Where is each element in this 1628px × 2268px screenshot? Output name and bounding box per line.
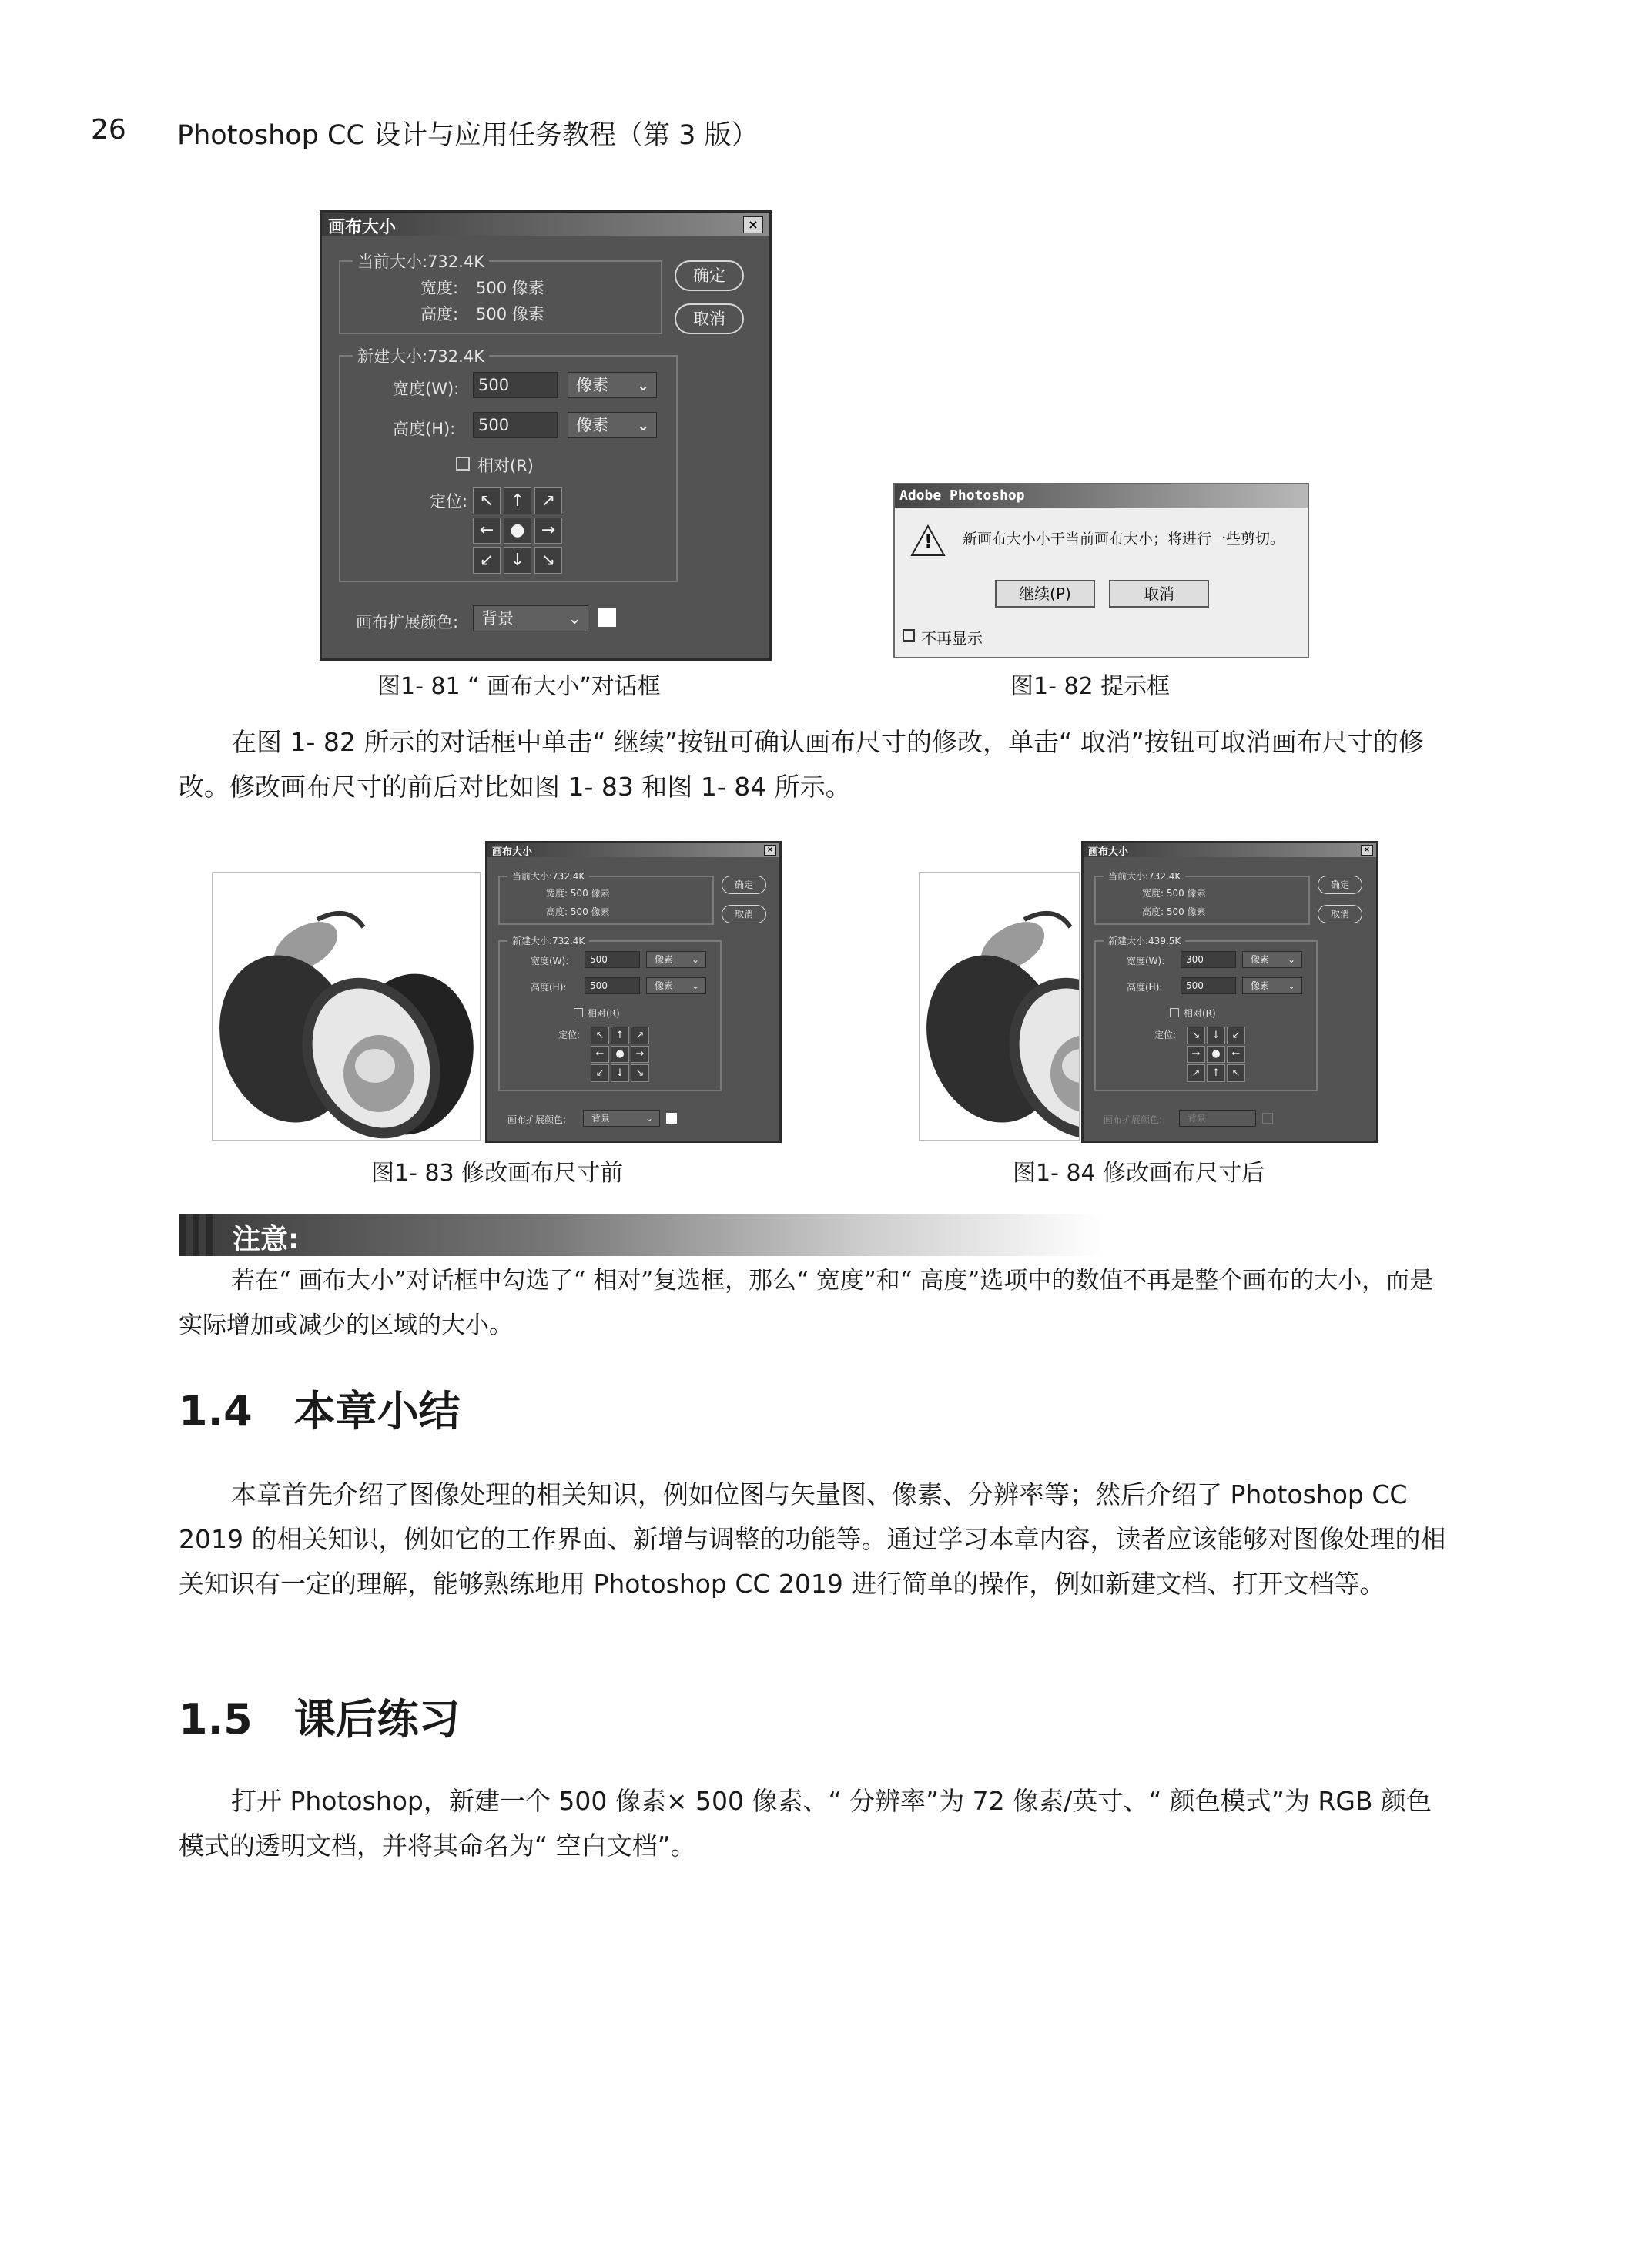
anchor-label: 定位: [1154, 1030, 1177, 1040]
height-unit-value: 像素 [1251, 980, 1270, 991]
anchor-top-left[interactable]: ↖ [591, 1027, 609, 1044]
cancel-button[interactable]: 取消 [1109, 580, 1209, 608]
anchor-right[interactable]: → [631, 1046, 649, 1064]
anchor-label: 定位: [558, 1030, 581, 1040]
current-size-group [1094, 871, 1310, 925]
note-stripe [193, 1214, 199, 1256]
anchor-top[interactable]: ↓ [1207, 1027, 1225, 1044]
anchor-bottom[interactable]: ↓ [504, 547, 531, 574]
height-unit-value: 像素 [576, 416, 608, 434]
anchor-left[interactable]: → [1187, 1046, 1205, 1064]
current-size-group [498, 871, 714, 925]
alert-dialog [893, 483, 1309, 658]
chevron-down-icon: ⌄ [691, 980, 699, 991]
current-size-label: 当前大小:732.4K [353, 250, 489, 273]
alert-title: Adobe Photoshop [895, 484, 1308, 508]
width-unit-select[interactable] [568, 372, 657, 398]
width-unit-value: 像素 [655, 954, 674, 965]
anchor-bottom[interactable]: ↑ [1207, 1064, 1225, 1082]
anchor-bottom-right[interactable]: ↘ [534, 547, 562, 574]
ok-button[interactable]: 确定 [1318, 876, 1362, 894]
dont-show-label: 不再显示 [921, 629, 983, 648]
width-unit-select[interactable] [1242, 951, 1302, 968]
dialog-title: 画布大小 [1084, 843, 1376, 857]
width-unit-value: 像素 [576, 376, 608, 394]
width-unit-select[interactable] [646, 951, 706, 968]
anchor-bottom-right[interactable]: ↘ [631, 1064, 649, 1082]
anchor-top[interactable]: ↑ [504, 487, 531, 514]
paragraph: 在图 1- 82 所示的对话框中单击“ 继续”按钮可确认画布尺寸的修改，单击“ 取消”按钮可取消画布尺寸的修改。修改画布尺寸的前后对比如图 1- 83 和图 1- 84 所示。 [179, 727, 1424, 802]
width-unit-value: 像素 [1251, 954, 1270, 965]
note-stripe [179, 1214, 186, 1256]
anchor-bottom-left[interactable]: ↗ [1187, 1064, 1205, 1082]
height-input[interactable]: 500 [585, 977, 640, 994]
extension-color-label: 画布扩展颜色: [507, 1114, 567, 1125]
current-height-label: 高度: [420, 305, 459, 323]
alert-message: 新画布大小小于当前画布大小；将进行一些剪切。 [963, 531, 1285, 548]
height-input[interactable]: 500 [473, 412, 558, 438]
color-swatch-disabled [1262, 1113, 1273, 1124]
current-width-value: 500 像素 [476, 279, 544, 297]
relative-checkbox[interactable] [1170, 1008, 1179, 1017]
figure-caption-81: 图1- 81 “ 画布大小”对话框 [377, 673, 661, 700]
new-size-label: 新建大小:732.4K [353, 344, 489, 367]
chevron-down-icon: ⌄ [691, 954, 699, 965]
extension-color-value: 背景 [481, 609, 514, 628]
current-size-label: 当前大小:732.4K [1104, 869, 1185, 883]
chevron-down-icon: ⌄ [636, 416, 650, 434]
new-size-group [1094, 936, 1318, 1091]
running-title: Photoshop CC 设计与应用任务教程（第 3 版） [177, 120, 759, 151]
color-swatch[interactable] [598, 608, 616, 627]
extension-color-value: 背景 [1188, 1113, 1207, 1124]
anchor-grid[interactable] [473, 487, 562, 574]
anchor-grid[interactable] [1187, 1027, 1245, 1082]
anchor-center[interactable]: ● [504, 518, 531, 544]
extension-color-value: 背景 [591, 1113, 611, 1124]
current-height: 高度: 500 像素 [546, 906, 610, 917]
chevron-down-icon: ⌄ [1287, 954, 1295, 965]
anchor-bottom-right[interactable]: ↖ [1227, 1064, 1245, 1082]
dont-show-checkbox[interactable] [903, 629, 915, 642]
width-input[interactable]: 300 [1181, 951, 1236, 968]
close-icon[interactable]: × [743, 216, 763, 233]
relative-checkbox[interactable] [456, 457, 470, 471]
anchor-label: 定位: [430, 492, 468, 511]
section-1-5-text: 打开 Photoshop，新建一个 500 像素× 500 像素、“ 分辨率”为 72 像素/英寸、“ 颜色模式”为 RGB 颜色模式的透明文档，并将其命名为“ 空白文档”。 [179, 1786, 1432, 1861]
chevron-down-icon: ⌄ [636, 376, 650, 394]
height-input[interactable]: 500 [1181, 977, 1236, 994]
height-unit-select[interactable] [1242, 977, 1302, 994]
extension-color-label: 画布扩展颜色: [1104, 1114, 1163, 1125]
anchor-right[interactable]: ← [1227, 1046, 1245, 1064]
anchor-center[interactable]: ● [1207, 1046, 1225, 1064]
dialog-title: 画布大小 [487, 843, 779, 857]
ok-button[interactable]: 确定 [722, 876, 766, 894]
canvas-size-dialog [320, 210, 772, 661]
height-label: 高度(H): [393, 420, 456, 438]
section-heading-1-5: 1.5 课后练习 [179, 1695, 461, 1744]
anchor-left[interactable]: ← [591, 1046, 609, 1064]
canvas-size-dialog-before [485, 841, 782, 1143]
height-label: 高度(H): [1127, 982, 1163, 993]
anchor-left[interactable]: ← [473, 518, 501, 544]
section-1-4-text: 本章首先介绍了图像处理的相关知识，例如位图与矢量图、像素、分辨率等；然后介绍了 Photoshop CC 2019 的相关知识，例如它的工作界面、新增与调整的功能等。通过学习本章内容，读者应该能够对图像处理的相关知识有一定的理解，能够熟练地用 Photoshop CC 2019 进行简单的操作，例如新建文档、打开文档等。 [179, 1479, 1446, 1599]
figure-caption-84: 图1- 84 修改画布尺寸后 [1013, 1160, 1265, 1187]
chevron-down-icon: ⌄ [1287, 980, 1295, 991]
height-unit-value: 像素 [655, 980, 674, 991]
color-swatch[interactable] [666, 1113, 677, 1124]
note-title: 注意: [233, 1224, 300, 1255]
note-banner [179, 1214, 1103, 1256]
anchor-bottom-left[interactable]: ↙ [473, 547, 501, 574]
height-unit-select[interactable] [568, 412, 657, 438]
width-input[interactable]: 500 [473, 372, 558, 398]
current-height-value: 500 像素 [476, 305, 544, 323]
anchor-top[interactable]: ↑ [611, 1027, 629, 1044]
anchor-center[interactable]: ● [611, 1046, 629, 1064]
chevron-down-icon: ⌄ [645, 1113, 653, 1124]
current-height: 高度: 500 像素 [1142, 906, 1206, 917]
anchor-top-right[interactable]: ↙ [1227, 1027, 1245, 1044]
close-icon[interactable]: × [764, 845, 776, 856]
extension-color-select[interactable] [583, 1110, 660, 1127]
cancel-button[interactable]: 取消 [722, 905, 766, 923]
extension-color-select[interactable] [473, 605, 588, 631]
anchor-top-right[interactable]: ↗ [631, 1027, 649, 1044]
anchor-grid[interactable] [591, 1027, 649, 1082]
anchor-bottom-left[interactable]: ↙ [591, 1064, 609, 1082]
note-text: 若在“ 画布大小”对话框中勾选了“ 相对”复选框，那么“ 宽度”和“ 高度”选项中的数值不再是整个画布的大小，而是实际增加或减少的区域的大小。 [179, 1267, 1434, 1339]
current-width: 宽度: 500 像素 [1142, 888, 1206, 899]
page-number: 26 [91, 114, 126, 146]
height-label: 高度(H): [531, 982, 567, 993]
avocado-illustration [920, 873, 1080, 1140]
note-stripe [206, 1214, 213, 1256]
new-size-group [498, 936, 722, 1091]
height-unit-select[interactable] [646, 977, 706, 994]
current-size-group [339, 253, 662, 334]
width-label: 宽度(W): [531, 956, 569, 966]
avocado-image-cropped [919, 872, 1080, 1141]
avocado-image [212, 872, 481, 1141]
current-width-label: 宽度: [420, 279, 459, 297]
extension-color-select [1179, 1110, 1256, 1127]
relative-label: 相对(R) [588, 1008, 620, 1019]
anchor-bottom[interactable]: ↓ [611, 1064, 629, 1082]
relative-label: 相对(R) [477, 457, 534, 475]
extension-color-label: 画布扩展颜色: [356, 613, 459, 631]
ok-button[interactable]: 确定 [675, 260, 744, 291]
width-input[interactable]: 500 [585, 951, 640, 968]
new-size-group [339, 347, 678, 582]
width-label: 宽度(W): [393, 380, 460, 398]
chevron-down-icon: ⌄ [568, 609, 581, 628]
new-size-label: 新建大小:439.5K [1104, 934, 1185, 947]
cancel-button[interactable]: 取消 [1318, 905, 1362, 923]
width-label: 宽度(W): [1127, 956, 1165, 966]
current-width: 宽度: 500 像素 [546, 888, 610, 899]
continue-button[interactable]: 继续(P) [995, 580, 1095, 608]
cancel-button[interactable]: 取消 [675, 303, 744, 334]
warning-mark: ! [924, 531, 933, 552]
anchor-top-left[interactable]: ↘ [1187, 1027, 1205, 1044]
canvas-size-dialog-after [1081, 841, 1378, 1143]
relative-checkbox[interactable] [574, 1008, 583, 1017]
current-size-label: 当前大小:732.4K [507, 869, 589, 883]
relative-label: 相对(R) [1184, 1008, 1216, 1019]
new-size-label: 新建大小:732.4K [507, 934, 589, 947]
figure-caption-82: 图1- 82 提示框 [1010, 673, 1171, 700]
anchor-top-right[interactable]: ↗ [534, 487, 562, 514]
avocado-illustration [213, 873, 480, 1140]
figure-caption-83: 图1- 83 修改画布尺寸前 [371, 1160, 624, 1187]
anchor-right[interactable]: → [534, 518, 562, 544]
close-icon[interactable]: × [1361, 845, 1373, 856]
anchor-top-left[interactable]: ↖ [473, 487, 501, 514]
dialog-title: 画布大小 [322, 213, 769, 236]
section-heading-1-4: 1.4 本章小结 [179, 1387, 461, 1436]
